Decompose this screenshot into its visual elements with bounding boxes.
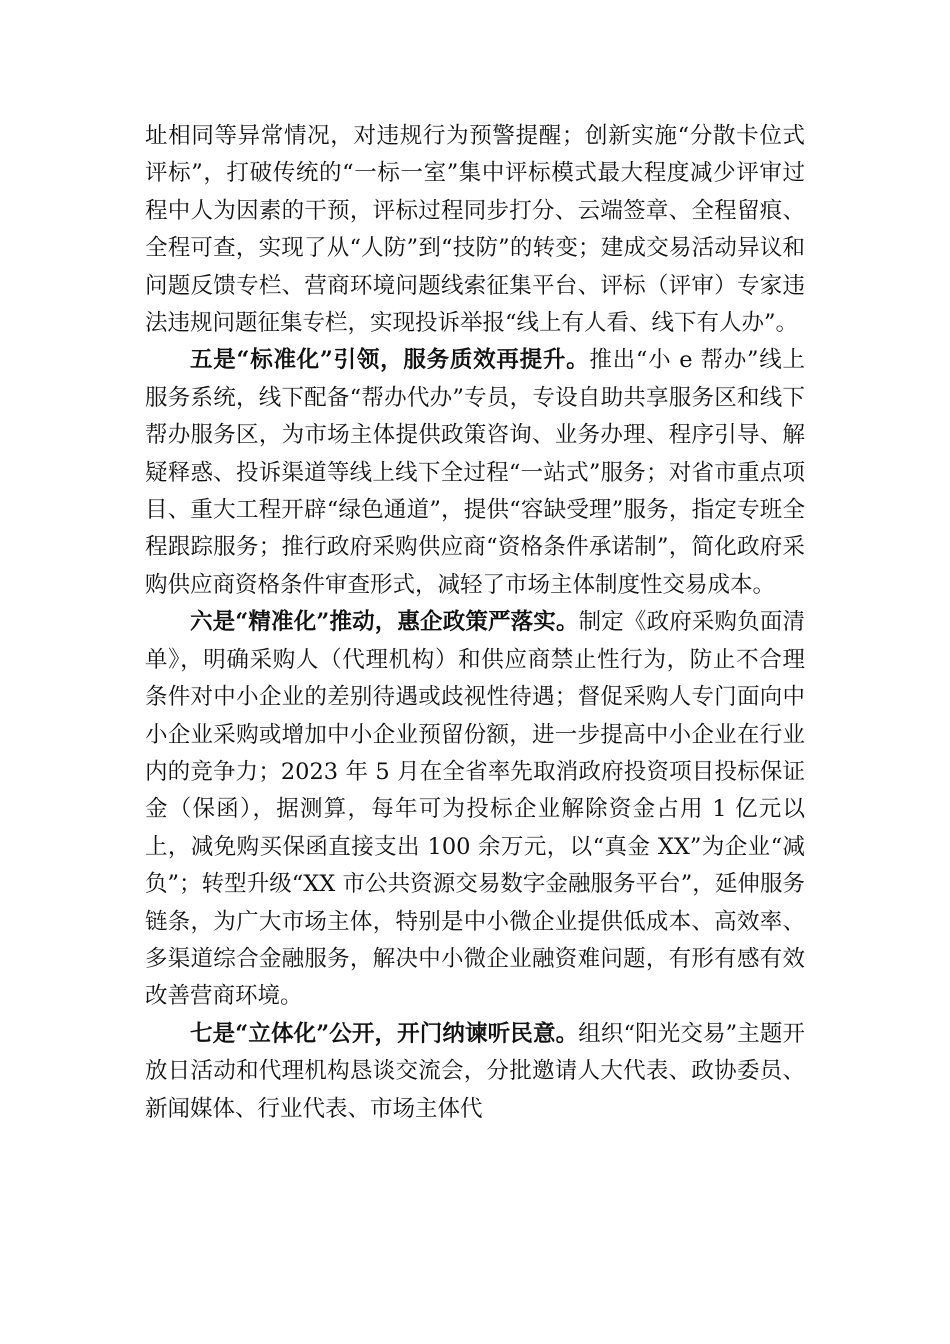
paragraph-lead: 六是“精准化”推动，惠企政策严落实。: [190, 609, 579, 636]
document-page: [145, 118, 805, 1128]
paragraph-text: 址相同等异常情况，对违规行为预警提醒；创新实施“分散卡位式评标”，打破传统的“一标一室”集中评标模式最大程度减少评审过程中人为因素的干预，评标过程同步打分、云端签章、全程留痕、全程可查，实现了从“人防”到“技防”的转变；建成交易活动异议和问题反馈专栏、营商环境问题线索征集平台、评标（评审）专家违法违规问题征集专栏，实现投诉举报“线上有人看、线下有人办”。: [145, 123, 805, 337]
paragraph-six: [145, 604, 805, 1015]
paragraph-text: 推出“小 e 帮办”线上服务系统，线下配备“帮办代办”专员，专设自助共享服务区和线下帮办服务区，为市场主体提供政策咨询、业务办理、程序引导、解疑释惑、投诉渠道等线上线下全过程“一站式”服务；对省市重点项目、重大工程开辟“绿色通道”，提供“容缺受理”服务，指定专班全程跟踪服务；推行政府采购供应商“资格条件承诺制”，简化政府采购供应商资格条件审查形式，减轻了市场主体制度性交易成本。: [145, 347, 805, 598]
paragraph-seven: [145, 1016, 805, 1128]
paragraph-text: 制定《政府采购负面清单》，明确采购人（代理机构）和供应商禁止性行为，防止不合理条件对中小企业的差别待遇或歧视性待遇；督促采购人专门面向中小企业采购或增加中小企业预留份额，进一步提高中小企业在行业内的竞争力；2023 年 5 月在全省率先取消政府投资项目投标保证金（保函），据测算，每年可为投标企业解除资金占用 1 亿元以上，减免购买保函直接支出 100 余万元，以“真金 XX”为企业“减负”；转型升级“XX 市公共资源交易数字金融服务平台”，延伸服务链条，为广大市场主体，特别是中小微企业提供低成本、高效率、多渠道综合金融服务，解决中小微企业融资难问题，有形有感有效改善营商环境。: [145, 609, 805, 1010]
paragraph-lead: 五是“标准化”引领，服务质效再提升。: [190, 347, 590, 374]
paragraph-text: 组织“阳光交易”主题开放日活动和代理机构恳谈交流会，分批邀请人大代表、政协委员、新闻媒体、行业代表、市场主体代: [145, 1020, 805, 1122]
paragraph-five: [145, 342, 805, 604]
paragraph-continued: [145, 118, 805, 342]
paragraph-lead: 七是“立体化”公开，开门纳谏听民意。: [190, 1020, 579, 1047]
